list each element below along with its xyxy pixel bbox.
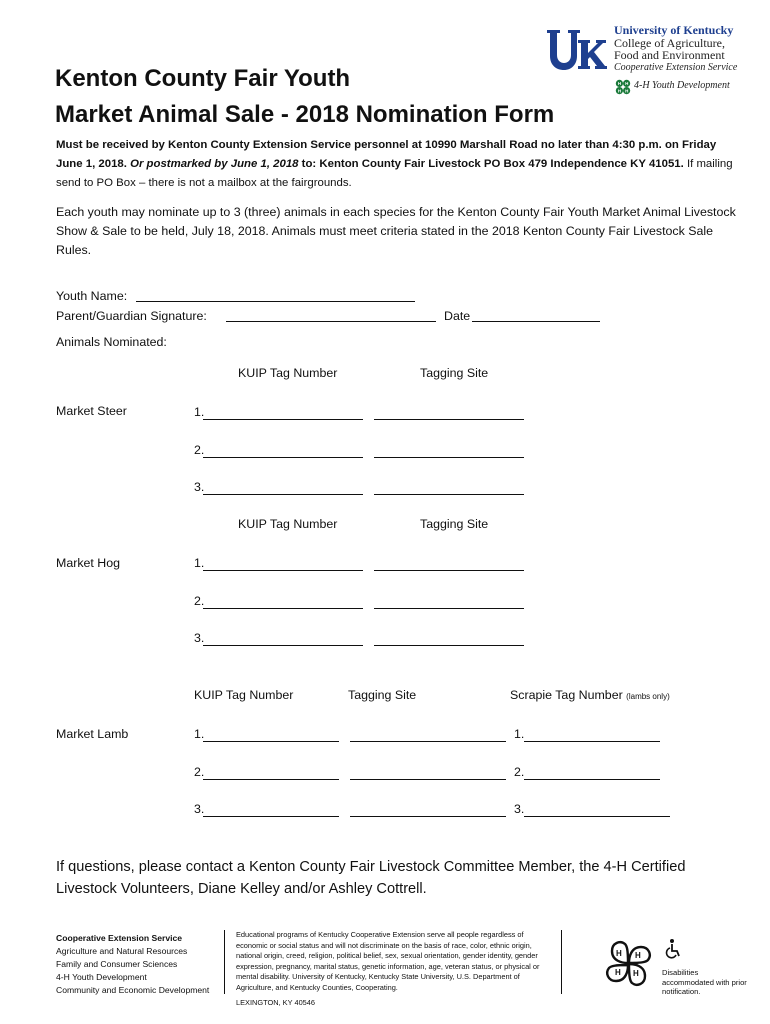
intro-mailing-note: If mailing send to PO Box – there is not a mailbox at the fairgrounds. <box>56 158 733 189</box>
hog-tagging-header: Tagging Site <box>420 517 489 531</box>
steer-row-1-number: 1. <box>194 405 205 419</box>
footer-program-item: Family and Consumer Sciences <box>56 959 178 969</box>
footer-program-item: Cooperative Extension Service <box>56 933 183 943</box>
steer-kuip-header: KUIP Tag Number <box>238 366 338 380</box>
footer-nondiscrimination-statement <box>236 930 554 1008</box>
wheelchair-accessibility-icon <box>664 938 682 960</box>
hog-1-kuip-field[interactable] <box>203 556 363 571</box>
steer-3-tagging-field[interactable] <box>374 480 524 495</box>
youth-name-label: Youth Name: <box>56 289 128 303</box>
youth-name-field[interactable] <box>136 287 415 302</box>
svg-text:H: H <box>617 81 622 87</box>
svg-text:H: H <box>625 88 629 94</box>
steer-2-tagging-field[interactable] <box>374 443 524 458</box>
lamb-row-1-scrapie-number: 1. <box>514 727 525 741</box>
logo-line2: College of Agriculture, <box>614 36 725 50</box>
scrapie-header-label: Scrapie Tag Number <box>510 688 623 702</box>
lamb-2-scrapie-field[interactable] <box>524 765 660 780</box>
steer-2-kuip-field[interactable] <box>203 443 363 458</box>
footer-program-item: Community and Economic Development <box>56 985 210 995</box>
lamb-row-2-number: 2. <box>194 765 205 779</box>
lamb-3-tagging-field[interactable] <box>350 802 506 817</box>
lamb-row-3-number: 3. <box>194 802 205 816</box>
hog-row-2-number: 2. <box>194 594 205 608</box>
clover-icon <box>614 78 632 96</box>
logo-line1: University of Kentucky <box>614 23 734 37</box>
hog-kuip-header: KUIP Tag Number <box>238 517 338 531</box>
svg-text:H: H <box>633 969 639 978</box>
form-title-line2: Market Animal Sale - 2018 Nomination Form <box>55 101 555 128</box>
lamb-tagging-header: Tagging Site <box>348 688 417 702</box>
logo-line4: Cooperative Extension Service <box>614 62 738 73</box>
footer-divider <box>224 930 225 994</box>
lamb-kuip-header: KUIP Tag Number <box>194 688 294 702</box>
svg-text:H: H <box>616 949 622 958</box>
guardian-signature-label: Parent/Guardian Signature: <box>56 309 207 323</box>
scrapie-header-note: (lambs only) <box>626 692 670 701</box>
lamb-1-scrapie-field[interactable] <box>524 727 660 742</box>
steer-3-kuip-field[interactable] <box>203 480 363 495</box>
form-title-line1: Kenton County Fair Youth <box>55 65 351 92</box>
svg-text:H: H <box>625 81 629 87</box>
submission-instructions <box>56 136 736 193</box>
hog-3-kuip-field[interactable] <box>203 631 363 646</box>
hog-3-tagging-field[interactable] <box>374 631 524 646</box>
footer-divider <box>561 930 562 994</box>
steer-1-kuip-field[interactable] <box>203 405 363 420</box>
intro-address: to: Kenton County Fair Livestock PO Box 479 Independence KY 41051. <box>301 158 684 170</box>
lamb-3-kuip-field[interactable] <box>203 802 339 817</box>
guardian-signature-field[interactable] <box>226 307 436 322</box>
market-hog-label: Market Hog <box>56 556 121 570</box>
hog-2-kuip-field[interactable] <box>203 594 363 609</box>
lamb-row-1-number: 1. <box>194 727 205 741</box>
intro-deadline: Must be received by Kenton County Extension Service personnel at 10990 Marshall Road no later than 4:30 p.m. on Friday June 1, 2018. <box>56 139 717 170</box>
uk-logo-icon <box>545 26 607 74</box>
university-logo-text <box>614 24 764 74</box>
contact-questions-text: If questions, please contact a Kenton County Fair Livestock Committee Member, the 4-H Certified Livestock Volunteers, Diane Kelley and/or Ashley Cottrell. <box>56 859 686 897</box>
svg-text:H: H <box>617 88 622 94</box>
footer-program-item: Agriculture and Natural Resources <box>56 946 188 956</box>
hog-row-1-number: 1. <box>194 556 205 570</box>
lamb-scrapie-header <box>510 688 670 702</box>
youth-development-label: 4-H Youth Development <box>634 80 730 91</box>
lamb-1-tagging-field[interactable] <box>350 727 506 742</box>
disabilities-accommodated-note: Disabilities accommodated with prior notification. <box>662 968 747 997</box>
date-field[interactable] <box>472 307 600 322</box>
logo-line3: Food and Environment <box>614 48 725 62</box>
footer-program-item: 4-H Youth Development <box>56 972 147 982</box>
steer-1-tagging-field[interactable] <box>374 405 524 420</box>
lamb-2-tagging-field[interactable] <box>350 765 506 780</box>
intro-postmark: Or postmarked by June 1, 2018 <box>130 158 299 170</box>
footer-city: LEXINGTON, KY 40546 <box>236 997 316 1007</box>
hog-row-3-number: 3. <box>194 631 205 645</box>
lamb-3-scrapie-field[interactable] <box>524 802 670 817</box>
hog-1-tagging-field[interactable] <box>374 556 524 571</box>
animals-nominated-label: Animals Nominated: <box>56 335 167 349</box>
svg-text:H: H <box>615 968 621 977</box>
steer-tagging-header: Tagging Site <box>420 366 489 380</box>
svg-text:H: H <box>635 951 641 960</box>
footer-program-list <box>56 932 226 997</box>
steer-row-2-number: 2. <box>194 443 205 457</box>
steer-row-3-number: 3. <box>194 480 205 494</box>
market-steer-label: Market Steer <box>56 404 127 418</box>
four-h-clover-icon <box>598 934 658 994</box>
lamb-row-3-scrapie-number: 3. <box>514 802 525 816</box>
hog-2-tagging-field[interactable] <box>374 594 524 609</box>
date-label: Date <box>444 309 471 323</box>
lamb-2-kuip-field[interactable] <box>203 765 339 780</box>
nomination-rules-paragraph: Each youth may nominate up to 3 (three) animals in each species for the Kenton County Fair Youth Market Animal Livestock Show & Sale to be held, July 18, 2018. Animals must meet criteria stated in the 2018 Kenton County Fair Livestock Sale Rules. <box>56 205 736 257</box>
lamb-1-kuip-field[interactable] <box>203 727 339 742</box>
lamb-row-2-scrapie-number: 2. <box>514 765 525 779</box>
market-lamb-label: Market Lamb <box>56 727 129 741</box>
footer-statement-text: Educational programs of Kentucky Cooperative Extension serve all people regardless of economic or social status and will not discriminate on the basis of race, color, ethnic origin, national origin, creed, religion, political belief, sex, sexual orientation, gender identity, gender expression, pregnancy, marital status, genetic information, age, veteran status, or physical or mental disability. University of Kentucky, Kentucky State University, U.S. Department of Agriculture, and Kentucky Counties, Cooperating. <box>236 930 540 992</box>
